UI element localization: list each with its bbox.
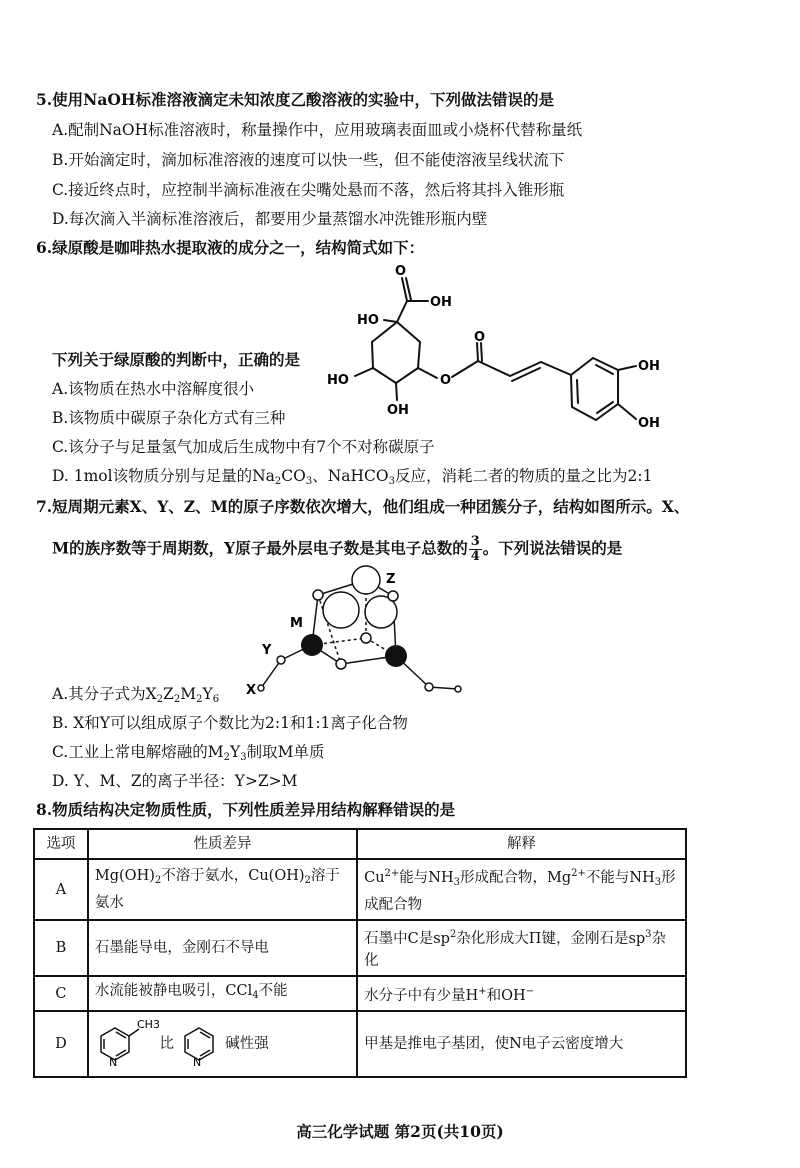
methylpyridine-structure <box>95 1016 160 1072</box>
label-y: Y <box>262 643 272 658</box>
table-row <box>34 920 686 976</box>
row-c-explanation: 水分子中有少量H+和OH− <box>357 976 686 1011</box>
q6-option-a: A.该物质在热水中溶解度很小 <box>52 380 255 398</box>
label-x: X <box>246 683 257 698</box>
struct-oh-bottom: OH <box>387 403 409 418</box>
q7-option-c: C.工业上常电解熔融的$M_2Y_3$制取M单质 <box>52 743 325 763</box>
methylpyridine-n: N <box>108 1056 118 1069</box>
struct-o-carbonyl: O <box>474 330 486 345</box>
row-a-option: A <box>34 859 88 920</box>
struct-oh-acid: OH <box>430 295 452 310</box>
pyridine-n: N <box>192 1056 201 1069</box>
q6-lead: 下列关于绿原酸的判断中，正确的是 <box>52 350 301 369</box>
struct-o-top: O <box>395 264 407 279</box>
header-option: 选项 <box>34 829 88 859</box>
row-a-prop-1: Mg(OH) <box>94 868 155 884</box>
row-d-property-tail: 碱性强 <box>225 1036 269 1052</box>
pyridine-structure <box>179 1016 221 1072</box>
q5-option-a: A.配制NaOH标准溶液时，称量操作中，应用玻璃表面皿或小烧杯代替称量纸 <box>52 121 583 139</box>
q6-option-d-text: D. 1mol该物质分别与足量的 <box>52 467 253 485</box>
row-c-exp-1: 水分子中有少量H <box>364 987 479 1004</box>
header-property: 性质差异 <box>88 829 357 859</box>
q8-table <box>33 828 687 1078</box>
table-row <box>34 1011 686 1077</box>
row-b-option: B <box>34 920 88 976</box>
struct-ho-ring: HO <box>357 313 379 328</box>
q6-option-d: D. 1mol该物质分别与足量的$Na_2CO_3$、NaHCO$_3$反应，消耗二者的物质的量之比为2:1 <box>52 467 653 487</box>
header-explanation: 解释 <box>357 829 686 859</box>
row-b-exp-1: 石墨中C是sp <box>364 931 450 947</box>
q8-stem: 8.物质结构决定物质性质，下列性质差异用结构解释错误的是 <box>36 800 456 819</box>
q7-stem-line1: 7.短周期元素X、Y、Z、M的原子序数依次增大，他们组成一种团簇分子，结构如图所示。X、 <box>36 497 690 516</box>
struct-oh-1: OH <box>638 359 660 374</box>
row-c-exp-2: 和OH <box>486 987 526 1004</box>
q7-option-d: D. Y、M、Z的离子半径：Y>Z>M <box>52 772 298 790</box>
row-a-exp-1: Cu <box>364 870 385 886</box>
q6-stem: 6.绿原酸是咖啡热水提取液的成分之一，结构简式如下： <box>36 238 425 257</box>
row-d-property <box>88 1011 357 1077</box>
row-b-exp-2: 杂化形成大Π键，金刚石是sp <box>456 931 646 947</box>
row-c-prop-1: 水流能被静电吸引，CCl <box>94 983 253 999</box>
q7-option-c-text: C.工业上常电解熔融的 <box>52 743 208 761</box>
row-b-exp-3: 杂化 <box>364 931 667 969</box>
q7-option-b: B. X和Y可以组成原子个数比为2:1和1:1离子化合物 <box>52 714 408 732</box>
label-m: M <box>290 616 303 631</box>
q6-option-c: C.该分子与足量氢气加成后生成物中有7个不对称碳原子 <box>52 438 435 456</box>
q6-option-d-tail: 反应，消耗二者的物质的量之比为2:1 <box>394 467 653 485</box>
row-d-option: D <box>34 1011 88 1077</box>
q5-option-d: D.每次滴入半滴标准溶液后，都要用少量蒸馏水冲洗锥形瓶内壁 <box>52 210 488 228</box>
row-d-explanation: 甲基是推电子基团，使N电子云密度增大 <box>357 1011 686 1077</box>
q7-stem-tail: 。下列说法错误的是 <box>482 538 623 558</box>
q5-option-c: C.接近终点时，应控制半滴标准液在尖嘴处悬而不落，然后将其抖入锥形瓶 <box>52 181 565 199</box>
row-a-exp-3: 形成配合物，Mg <box>460 870 572 886</box>
struct-oh-2: OH <box>638 416 660 431</box>
row-a-exp-2: 能与NH <box>399 870 454 886</box>
fraction-denominator: 4 <box>470 549 480 564</box>
fraction-numerator: 3 <box>470 534 480 549</box>
table-row <box>34 859 686 920</box>
page-footer: 高三化学试题 第2页(共10页) <box>296 1122 504 1141</box>
row-a-exp-4: 不能与NH <box>585 870 655 886</box>
row-a-prop-3: 溶于氨水 <box>94 868 340 911</box>
q5-option-b: B.开始滴定时，滴加标准溶液的速度可以快一些，但不能使溶液呈线状流下 <box>52 151 565 169</box>
row-c-option: C <box>34 976 88 1011</box>
table-row <box>34 976 686 1011</box>
row-a-property: $Mg(OH)_2$不溶于氨水，$Cu(OH)_2$溶于氨水 <box>88 859 357 920</box>
row-a-exp-5: 形成配合物 <box>364 870 676 913</box>
row-b-explanation: 石墨中C是$sp^2$杂化形成大Π键，金刚石是$sp^3$杂化 <box>357 920 686 976</box>
methyl-label: CH3 <box>136 1018 160 1031</box>
struct-o-ester: O <box>440 373 452 388</box>
row-b-property: 石墨能导电，金刚石不导电 <box>88 920 357 976</box>
label-z: Z <box>386 572 396 587</box>
row-c-property: 水流能被静电吸引，CCl$_4$不能 <box>88 976 357 1011</box>
table-header-row <box>34 829 686 859</box>
q7-option-a: A.其分子式为$X_2Z_2M_2Y_6$ <box>52 685 220 705</box>
q7-option-c-tail: 制取M单质 <box>246 743 325 761</box>
row-c-prop-2: 不能 <box>258 983 288 999</box>
q6-option-b: B.该物质中碳原子杂化方式有三种 <box>52 409 286 427</box>
struct-ho-left: HO <box>327 373 349 388</box>
row-d-compare: 比 <box>159 1036 174 1052</box>
q5-stem: 5.使用NaOH标准溶液滴定未知浓度乙酸溶液的实验中，下列做法错误的是 <box>36 90 555 109</box>
q7-stem-text: M的族序数等于周期数，Y原子最外层电子数是其电子总数的 <box>52 538 468 558</box>
row-a-explanation: $Cu^{2+}$能与$NH_3$形成配合物，$Mg^{2+}$不能与$NH_3$形成配合物 <box>357 859 686 920</box>
row-a-prop-2: 不溶于氨水，Cu(OH) <box>161 868 305 884</box>
q7-option-a-text: A.其分子式为 <box>52 685 146 703</box>
